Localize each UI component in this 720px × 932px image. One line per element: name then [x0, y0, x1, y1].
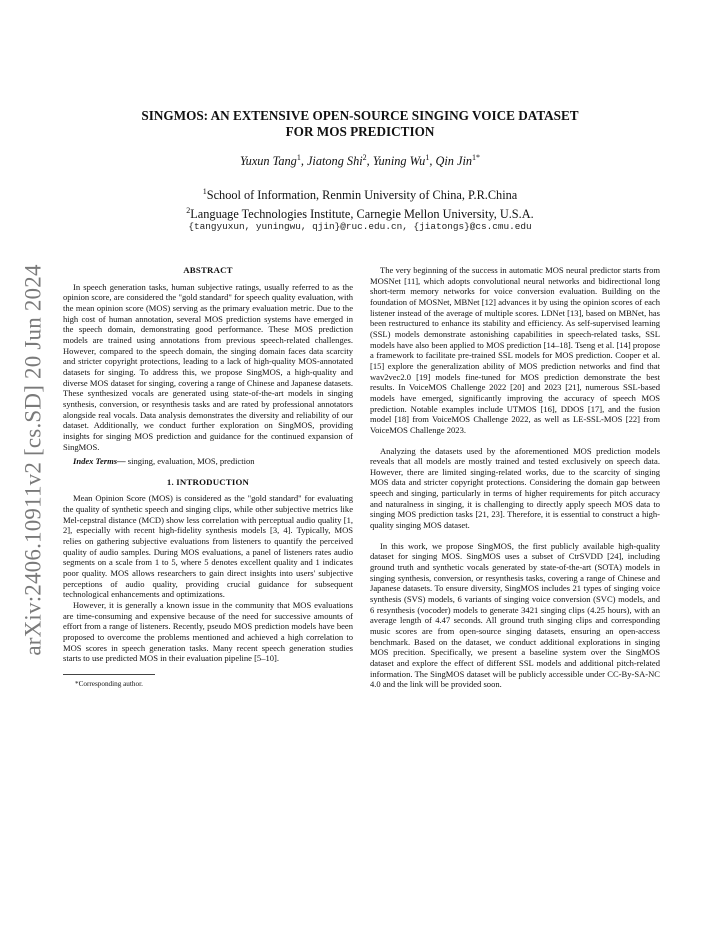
right-column — [370, 265, 660, 690]
author-name: Yuning Wu — [372, 154, 426, 169]
index-terms-text: singing, evaluation, MOS, prediction — [127, 456, 255, 467]
author-affiliation-mark: 1 — [425, 153, 430, 162]
affiliation-text: Language Technologies Institute, Carnegie Mellon University, U.S.A. — [190, 207, 534, 222]
title-line-1: SINGMOS: AN EXTENSIVE OPEN-SOURCE SINGING VOICE DATASET — [141, 108, 579, 123]
author-name: Yuxun Tang — [239, 154, 297, 169]
abstract-heading: ABSTRACT — [183, 265, 233, 275]
author-affiliation-mark: 2 — [362, 153, 367, 162]
affiliation-list — [90, 184, 630, 222]
body-paragraph: Analyzing the datasets used by the aforementioned MOS prediction models reveals that all models are mostly trained and tested exclusively on speech data. However, there are limited singing-related works, due to the scarcity of singing MOS data and stricter copyright protections. Considering the domain gap between speech and singing, particularly in terms of higher requirements for pitch accuracy and naturalness in singing, it is challenging to directly apply speech MOS data to singing MOS prediction tasks [21, 23]. Therefore, it is essential to construct a high-quality singing MOS dataset. — [370, 445, 660, 531]
author-emails: {tangyuxun, yuningwu, qjin}@ruc.edu.cn, {jiatongs}@cs.cmu.edu — [188, 221, 532, 232]
author-list: Yuxun Tang$^1$, Jiatong Shi$^2$, Yuning Wu$^1$, Qin Jin$^{1*}$ — [239, 153, 481, 169]
affiliation-mark: 1 — [202, 187, 207, 196]
paper-title — [90, 108, 630, 141]
author-name: Jiatong Shi — [306, 154, 363, 169]
body-paragraph: In this work, we propose SingMOS, the first publicly available high-quality dataset for singing MOS. SingMOS uses a subset of CtrSVDD [24], including ground truth and synthetic vocals generated by state-of-the-art (SOTA) models in singing synthesis, conversion, or resynthesis tasks, covering a range of Chinese and Japanese datasets. To ensure diversity, SingMOS includes 21 types of singing voice synthesis (SVS) models, 6 variants of singing voice conversion (SVC) models, and 6 resynthesis (vocoder) models to generate 3421 singing clips (4.25 hours), with an average length of 4.47 seconds. All ground truth singing clips and corresponding music scores are from open-source singing datasets, ensuring an open-access benchmark. Based on the dataset, we conduct additional explorations in singing MOS precition. Specifically, we present a baseline system over the SingMOS dataset and explore the effect of different SSL models and additional pitch-related information. The SingMOS dataset will be publicly accessible under CC-By-SA-NC 4.0 and the link will be provided soon. — [370, 540, 660, 690]
body-paragraph: The very beginning of the success in automatic MOS neural predictor starts from MOSNet [11], which adopts convolutional neural networks and bidirectional long short-term memory networks for voice conversion evaluation. Building on the foundation of MOSNet, MBNet [12] advances it by using the opinion scores of each listener instead of the average of multiple scores. LDNet [13], based on MBNet, has been restructured to enhance its stability and efficiency. As self-supervised learning (SSL) models demonstrate astonishing capabilities in speech-related tasks, SSL models have also been applied to MOS prediction [14–18]. Tseng et al. [14] propose a framework to facilitate pre-trained SSL models for MOS prediction. Cooper et al. [15] explore the generalization ability of MOS prediction networks and find that wav2vec2.0 [19] models fine-tuned for MOS prediction demonstrate the best results. In VoiceMOS Challenge 2022 [20] and 2023 [21], numerous SSL-based models have emerged, significantly improving the accuracy of speech MOS prediction. Notable examples include UTMOS [16], DDOS [17], and the fusion model [18] from VoiceMOS Challenge 2022, as well as LE-SSL-MOS [22] from VoiceMOS Challenge 2023. — [370, 265, 660, 435]
abstract-paragraph: In speech generation tasks, human subjective ratings, usually referred to as the opinion score, are considered the "gold standard" for speech quality evaluation, with the mean opinion score (MOS) serving as the primary evaluation metric. Due to the high cost of human annotation, several MOS prediction systems have emerged in the speech domain, demonstrating good performance. These MOS prediction models are trained using annotations from previous speech-related challenges. However, compared to the speech domain, the singing domain faces data scarcity and stricter copyright protections, leading to a lack of high-quality MOS-annotated datasets for singing. To address this, we propose SingMOS, a high-quality and diverse MOS dataset for singing, covering a range of Chinese and Japanese datasets. These synthesized vocals are generated using state-of-the-art models in singing synthesis, conversion, or resynthesis tasks and are rated by professional annotators alongside real vocals. Data analysis demonstrates the diversity and reliability of our dataset. Additionally, we conduct further exploration on SingMOS, providing insights for singing MOS prediction and guidance for the continued expansion of SingMOS. — [63, 281, 353, 452]
affiliation-text: School of Information, Renmin University of China, P.R.China — [206, 188, 518, 203]
affiliation-line — [90, 184, 630, 203]
arxiv-identifier-stamp — [14, 250, 54, 670]
index-terms — [63, 456, 353, 467]
introduction-paragraph: Mean Opinion Score (MOS) is considered as the "gold standard" for evaluating the quality of synthetic speech and singing clips, while other subjective metrics like Mel-cepstral distance (MCD) show less correlation with perceptual audio quality [1, 2], especially with recent high-fidelity synthesis models [3, 4]. Typically, MOS relies on gathering subjective evaluations from listeners to quantify the perceived quality of audio samples. During MOS evaluations, a panel of listeners rates audio segments on a scale from 1 to 5, where 5 denotes excellent quality and 1 indicates poor quality. MOS allows researchers to gain direct insights into users' subjective perceptions of audio quality, providing crucial guidance for subsequent technological enhancements and optimizations. — [63, 493, 353, 600]
title-line-2: FOR MOS PREDICTION — [285, 124, 435, 140]
author-affiliation-mark: 1 — [296, 153, 301, 162]
footnote: *Corresponding author. — [75, 679, 143, 688]
introduction-paragraph: However, it is generally a known issue in the community that MOS evaluations are time-consuming and expensive because of the need for successive amounts of effort from a range of listeners. Recently, pseudo MOS prediction models have been proposed to overcome the problems mentioned and achieved a high correlation to MOS scores in speech generation tasks. Many recent speech generation studies starts to use predicted MOS in their evaluation pipeline [5–10]. — [63, 600, 353, 664]
author-affiliation-mark: 1* — [472, 153, 481, 162]
arxiv-identifier-text: arXiv:2406.10911v2 [cs.SD] 20 Jun 2024 — [21, 264, 46, 656]
affiliation-mark: 2 — [186, 206, 191, 216]
author-name: Qin Jin — [435, 154, 473, 169]
footnote-divider — [63, 674, 155, 675]
left-column — [63, 265, 353, 690]
index-terms-label: Index Terms— — [73, 456, 126, 467]
affiliation-line — [90, 203, 630, 222]
introduction-heading: 1. INTRODUCTION — [166, 476, 250, 487]
